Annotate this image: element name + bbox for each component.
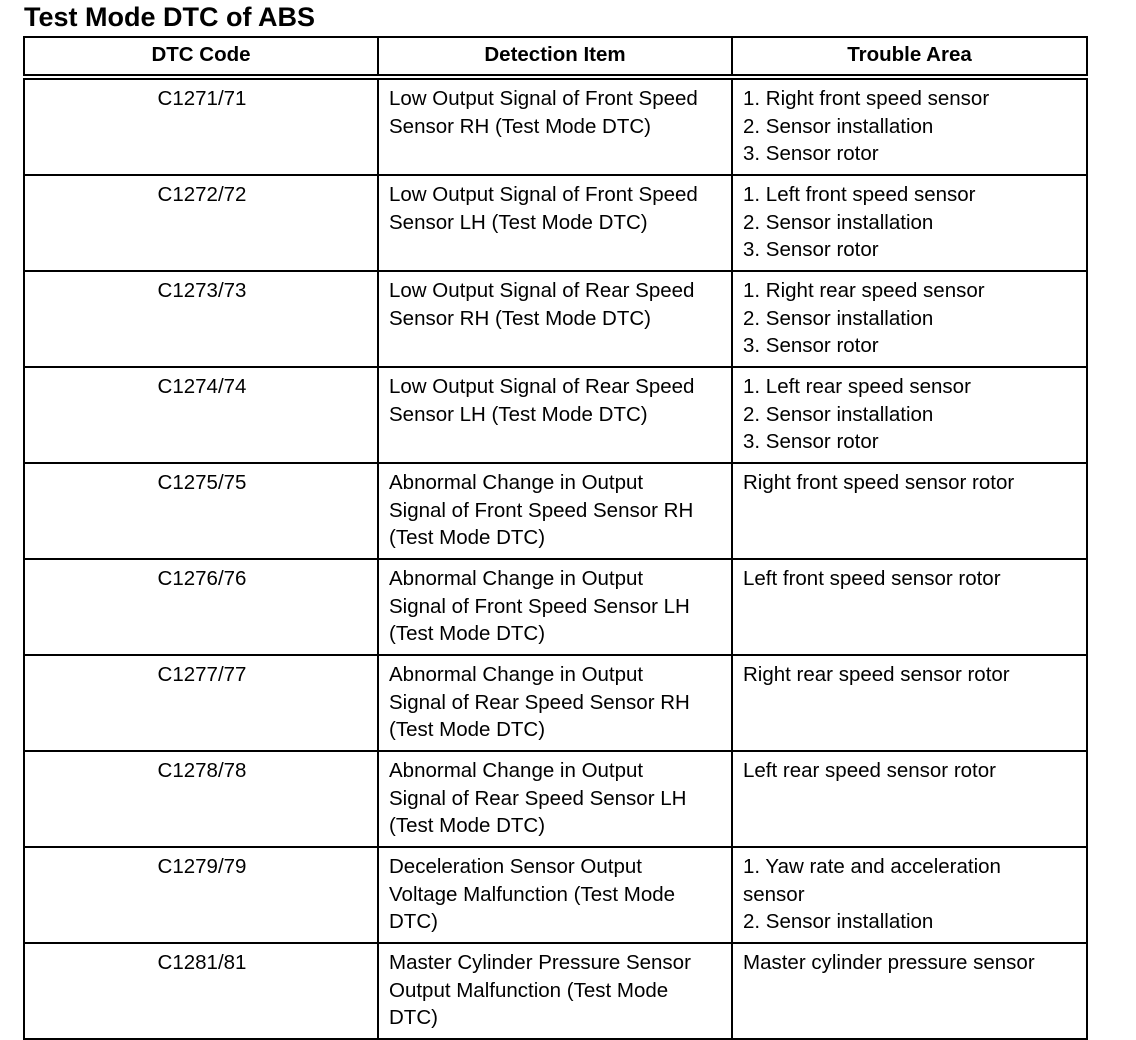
trouble-area-line: 1. Right rear speed sensor bbox=[743, 279, 985, 302]
trouble-area-cell bbox=[732, 847, 1087, 943]
trouble-area-cell bbox=[732, 463, 1087, 559]
table-row bbox=[24, 847, 1087, 943]
table-row bbox=[24, 559, 1087, 655]
page-title: Test Mode DTC of ABS bbox=[24, 2, 315, 32]
trouble-area-line: 2. Sensor installation bbox=[743, 306, 934, 330]
detection-item-line: (Test Mode DTC) bbox=[389, 814, 546, 837]
dtc-code-cell: C1275/75 bbox=[24, 463, 378, 559]
dtc-code-cell: C1277/77 bbox=[24, 655, 378, 751]
trouble-area-line: 1. Right front speed sensor bbox=[743, 87, 990, 110]
table-row bbox=[24, 463, 1087, 559]
dtc-table bbox=[23, 36, 1088, 1040]
trouble-area-line: Right rear speed sensor rotor bbox=[743, 663, 1010, 686]
table-row bbox=[24, 271, 1087, 367]
table-row bbox=[24, 367, 1087, 463]
detection-item-line: Abnormal Change in Output bbox=[389, 567, 644, 590]
dtc-code-cell: C1271/71 bbox=[24, 77, 378, 175]
dtc-code-cell: C1276/76 bbox=[24, 559, 378, 655]
detection-item-line: DTC) bbox=[389, 910, 438, 933]
table-header bbox=[24, 37, 1087, 77]
dtc-code-cell: C1273/73 bbox=[24, 271, 378, 367]
detection-item-line: Sensor LH (Test Mode DTC) bbox=[389, 402, 648, 426]
dtc-code-cell: C1278/78 bbox=[24, 751, 378, 847]
trouble-area-cell bbox=[732, 943, 1087, 1039]
trouble-area-cell bbox=[732, 367, 1087, 463]
table-row bbox=[24, 175, 1087, 271]
trouble-area-line: 2. Sensor installation bbox=[743, 402, 934, 426]
dtc-code-cell: C1274/74 bbox=[24, 367, 378, 463]
detection-item-line: Sensor RH (Test Mode DTC) bbox=[389, 114, 652, 138]
detection-item-cell bbox=[378, 175, 732, 271]
detection-item-line: Low Output Signal of Rear Speed bbox=[389, 279, 695, 302]
detection-item-line: Deceleration Sensor Output bbox=[389, 855, 642, 878]
detection-item-cell bbox=[378, 751, 732, 847]
trouble-area-line: 2. Sensor installation bbox=[743, 910, 934, 933]
detection-item-line: Signal of Rear Speed Sensor LH bbox=[389, 786, 687, 810]
detection-item-line: Output Malfunction (Test Mode bbox=[389, 978, 669, 1002]
detection-item-line: Low Output Signal of Front Speed bbox=[389, 183, 698, 206]
detection-item-cell bbox=[378, 77, 732, 175]
dtc-code-cell: C1279/79 bbox=[24, 847, 378, 943]
trouble-area-line: 3. Sensor rotor bbox=[743, 430, 879, 453]
detection-item-line: Master Cylinder Pressure Sensor bbox=[389, 951, 691, 974]
trouble-area-line: 3. Sensor rotor bbox=[743, 142, 879, 165]
detection-item-cell bbox=[378, 271, 732, 367]
detection-item-cell bbox=[378, 655, 732, 751]
trouble-area-line: 1. Yaw rate and acceleration bbox=[743, 855, 1001, 878]
trouble-area-line: 1. Left rear speed sensor bbox=[743, 375, 971, 398]
detection-item-line: (Test Mode DTC) bbox=[389, 718, 546, 741]
header-dtc-code: DTC Code bbox=[24, 37, 378, 77]
dtc-code-cell: C1281/81 bbox=[24, 943, 378, 1039]
trouble-area-cell bbox=[732, 175, 1087, 271]
detection-item-line: Low Output Signal of Front Speed bbox=[389, 87, 698, 110]
detection-item-line: Signal of Front Speed Sensor LH bbox=[389, 594, 690, 618]
trouble-area-line: 3. Sensor rotor bbox=[743, 334, 879, 357]
trouble-area-line: Right front speed sensor rotor bbox=[743, 471, 1015, 494]
detection-item-cell bbox=[378, 463, 732, 559]
trouble-area-line: 1. Left front speed sensor bbox=[743, 183, 976, 206]
trouble-area-line: 2. Sensor installation bbox=[743, 114, 934, 138]
detection-item-line: (Test Mode DTC) bbox=[389, 622, 546, 645]
table-row bbox=[24, 77, 1087, 175]
trouble-area-cell bbox=[732, 77, 1087, 175]
header-detection-item: Detection Item bbox=[378, 37, 732, 77]
detection-item-line: Sensor LH (Test Mode DTC) bbox=[389, 210, 648, 234]
detection-item-line: Abnormal Change in Output bbox=[389, 759, 644, 782]
table-body bbox=[24, 77, 1087, 1039]
table-row bbox=[24, 751, 1087, 847]
dtc-code-cell: C1272/72 bbox=[24, 175, 378, 271]
detection-item-line: Voltage Malfunction (Test Mode bbox=[389, 882, 676, 906]
table-row bbox=[24, 655, 1087, 751]
header-row bbox=[24, 37, 1087, 77]
header-trouble-area: Trouble Area bbox=[732, 37, 1087, 77]
trouble-area-line: 2. Sensor installation bbox=[743, 210, 934, 234]
trouble-area-line: Left front speed sensor rotor bbox=[743, 567, 1001, 590]
trouble-area-line: Master cylinder pressure sensor bbox=[743, 951, 1035, 974]
detection-item-line: Low Output Signal of Rear Speed bbox=[389, 375, 695, 398]
detection-item-cell bbox=[378, 367, 732, 463]
trouble-area-cell bbox=[732, 751, 1087, 847]
trouble-area-line: 3. Sensor rotor bbox=[743, 238, 879, 261]
detection-item-cell bbox=[378, 559, 732, 655]
table-row bbox=[24, 943, 1087, 1039]
trouble-area-cell bbox=[732, 559, 1087, 655]
trouble-area-line: Left rear speed sensor rotor bbox=[743, 759, 996, 782]
trouble-area-cell bbox=[732, 271, 1087, 367]
detection-item-cell bbox=[378, 943, 732, 1039]
detection-item-cell bbox=[378, 847, 732, 943]
detection-item-line: Signal of Rear Speed Sensor RH bbox=[389, 690, 690, 714]
detection-item-line: DTC) bbox=[389, 1006, 438, 1029]
detection-item-line: Signal of Front Speed Sensor RH bbox=[389, 498, 694, 522]
trouble-area-cell bbox=[732, 655, 1087, 751]
detection-item-line: Abnormal Change in Output bbox=[389, 663, 644, 686]
trouble-area-line: sensor bbox=[743, 882, 805, 906]
detection-item-line: Abnormal Change in Output bbox=[389, 471, 644, 494]
detection-item-line: (Test Mode DTC) bbox=[389, 526, 546, 549]
detection-item-line: Sensor RH (Test Mode DTC) bbox=[389, 306, 652, 330]
